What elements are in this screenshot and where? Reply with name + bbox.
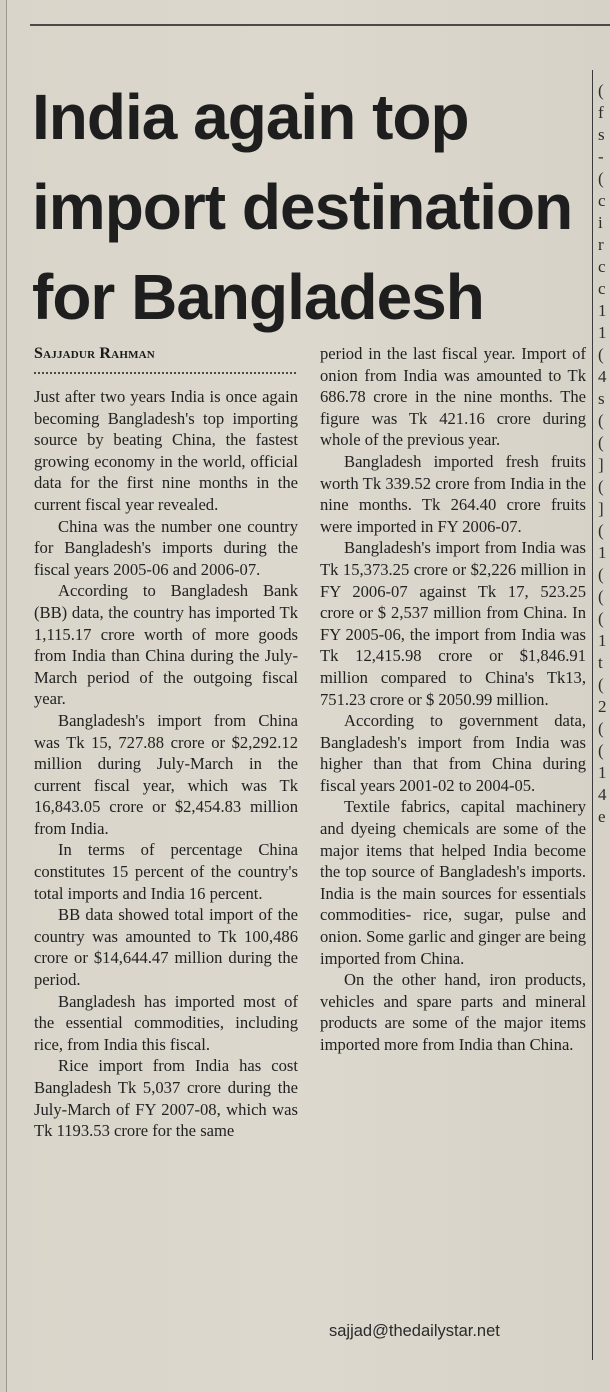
paragraph: In terms of percentage China constitutes 15 percent of the country's total imports and India 16 percent. bbox=[34, 840, 298, 903]
adjacent-column-glyph: ( bbox=[598, 675, 604, 694]
paragraph: According to Bangladesh Bank (BB) data, the country has imported Tk 1,115.17 crore worth of more goods from India than China during the July-March period of the outgoing fiscal year. bbox=[34, 581, 298, 709]
paragraph: BB data showed total import of the country was amounted to Tk 100,486 crore or $14,644.47 million during the period. bbox=[34, 905, 298, 990]
adjacent-column-glyph: f bbox=[598, 103, 604, 122]
adjacent-column-glyph: i bbox=[598, 213, 603, 232]
adjacent-column-glyph: c bbox=[598, 257, 606, 276]
adjacent-column-glyph: 4 bbox=[598, 785, 607, 804]
adjacent-column-glyph: - bbox=[598, 147, 604, 166]
adjacent-column-glyph: ( bbox=[598, 477, 604, 496]
byline: Sajjadur Rahman bbox=[34, 345, 155, 362]
adjacent-column-glyph: 2 bbox=[598, 697, 607, 716]
adjacent-column-glyph: ( bbox=[598, 741, 604, 760]
adjacent-column-glyph: ( bbox=[598, 521, 604, 540]
paragraph: China was the number one country for Bangladesh's imports during the fiscal years 2005-06 and 2006-07. bbox=[34, 516, 298, 579]
paragraph: Rice import from India has cost Bangladesh Tk 5,037 crore during the July-March of FY 2007-08, which was Tk 1193.53 crore for the same bbox=[34, 1056, 298, 1141]
adjacent-column-glyph: t bbox=[598, 653, 603, 672]
top-rule bbox=[30, 24, 610, 26]
adjacent-column-glyph: c bbox=[598, 191, 606, 210]
adjacent-column-glyph: s bbox=[598, 125, 605, 144]
adjacent-column-glyph: ( bbox=[598, 345, 604, 364]
adjacent-column-glyph: 1 bbox=[598, 323, 607, 342]
adjacent-column-glyph: c bbox=[598, 279, 606, 298]
adjacent-column-glyph: ] bbox=[598, 455, 604, 474]
adjacent-column-glyph: ( bbox=[598, 433, 604, 452]
article-column-1 bbox=[34, 386, 298, 1142]
adjacent-column-glyph: ] bbox=[598, 499, 604, 518]
adjacent-column-glyph: ( bbox=[598, 169, 604, 188]
paragraph: Just after two years India is once again becoming Bangladesh's top importing source by beating China, the fastest growing economy in the world, official data for the first nine months in the current fiscal year revealed. bbox=[34, 387, 298, 514]
adjacent-column-glyph: ( bbox=[598, 81, 604, 100]
byline-dotted-rule bbox=[34, 372, 296, 374]
paragraph: According to government data, Bangladesh's import from India was higher than that from China during fiscal years 2001-02 to 2004-05. bbox=[320, 711, 586, 795]
article-column-2 bbox=[320, 343, 586, 1056]
headline: India again top import destination for Bangladesh bbox=[32, 81, 573, 333]
paragraph: Bangladesh's import from India was Tk 15,373.25 crore or $2,226 million in FY 2006-07 against Tk 17, 523.25 crore or $ 2,537 million from China. In FY 2005-06, the import from India was Tk 12,415.98 crore or $1,846.91 million compared to China's Tk13, 751.23 crore or $ 2050.99 million. bbox=[320, 538, 586, 709]
adjacent-column-glyph: 1 bbox=[598, 763, 607, 782]
adjacent-column-glyph: r bbox=[598, 235, 604, 254]
adjacent-column-glyph: 4 bbox=[598, 367, 607, 386]
adjacent-column-glyph: ( bbox=[598, 587, 604, 606]
adjacent-column-glyph: 1 bbox=[598, 631, 607, 650]
column-separator bbox=[592, 70, 593, 1360]
adjacent-column-glyph: e bbox=[598, 807, 606, 826]
adjacent-column-glyph: 1 bbox=[598, 301, 607, 320]
adjacent-column-glyph: ( bbox=[598, 719, 604, 738]
paragraph: Bangladesh's import from China was Tk 15, 727.88 crore or $2,292.12 million during July-March in the current fiscal year, which was Tk 16,843.05 crore or $2,454.83 million from India. bbox=[34, 710, 298, 838]
adjacent-column-glyph: ( bbox=[598, 411, 604, 430]
paragraph: Bangladesh has imported most of the essential commodities, including rice, from India this fiscal. bbox=[34, 991, 298, 1054]
adjacent-column-glyph: 1 bbox=[598, 543, 607, 562]
adjacent-column-glyph: ( bbox=[598, 609, 604, 628]
paragraph: Textile fabrics, capital machinery and dyeing chemicals are some of the major items that helped India become the top source of Bangladesh's imports. India is the main sources for essentials commodities- rice, sugar, pulse and onion. Some garlic and ginger are being imported from China. bbox=[320, 797, 586, 968]
adjacent-column-glyph: s bbox=[598, 389, 605, 408]
paragraph: Bangladesh imported fresh fruits worth Tk 339.52 crore from India in the nine months. Tk 264.40 crore fruits were imported in FY 2006-07. bbox=[320, 451, 586, 536]
adjacent-column-fragment bbox=[598, 80, 610, 828]
author-email: sajjad@thedailystar.net bbox=[329, 1322, 500, 1340]
paragraph: On the other hand, iron products, vehicles and spare parts and mineral products are some of the major items imported more from India than China. bbox=[320, 970, 586, 1054]
adjacent-column-glyph: ( bbox=[598, 565, 604, 584]
paragraph: period in the last fiscal year. Import of onion from India was amounted to Tk 686.78 crore in the nine months. The figure was Tk 421.16 crore during whole of the previous year. bbox=[320, 344, 586, 450]
page-edge-rule bbox=[6, 0, 7, 1392]
